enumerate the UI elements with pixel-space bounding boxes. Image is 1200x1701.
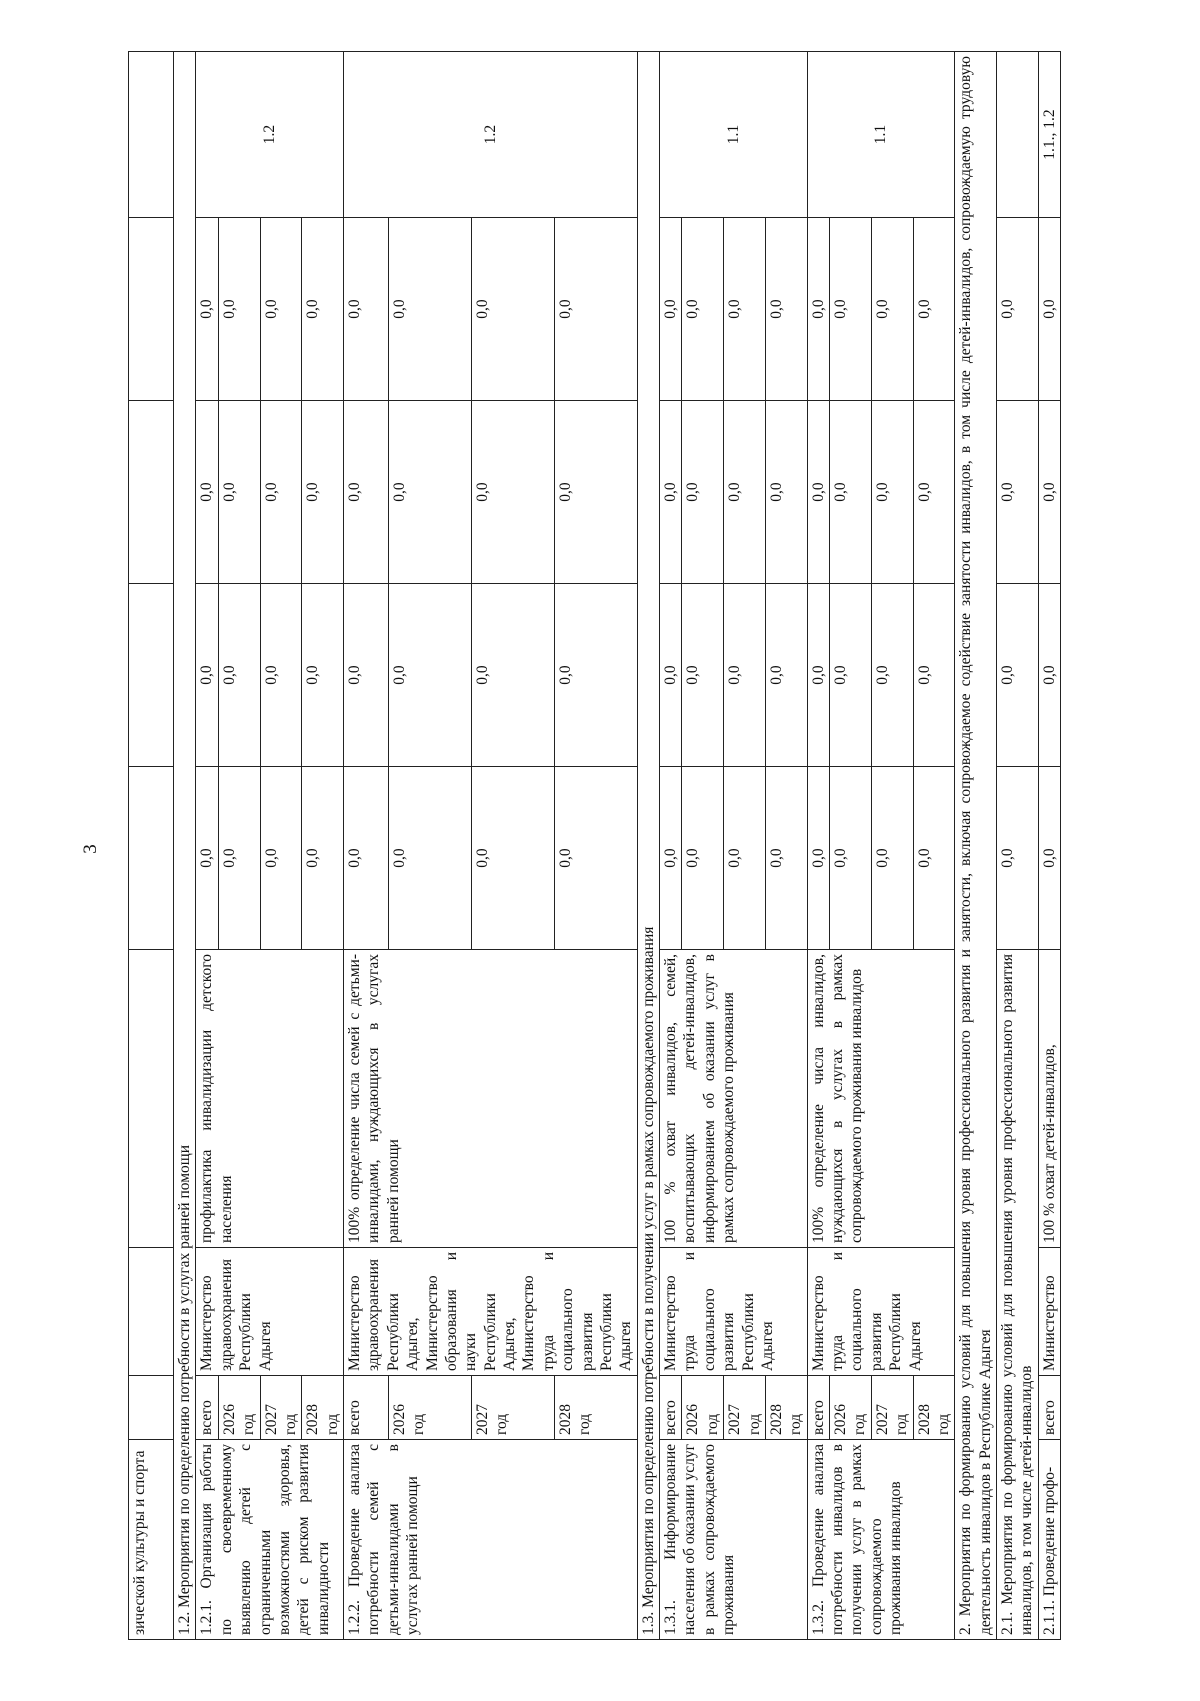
result-cell: 100 % охват инвалидов, семей, воспитывающих детей-инвалидов, информированием об оказании услуг в рамках сопровождаемого проживания	[660, 950, 808, 1248]
value-cell: 0,0	[196, 218, 218, 401]
value-cell: 0,0	[388, 218, 471, 401]
value-cell: 0,0	[660, 584, 682, 767]
value-cell: 0,0	[554, 401, 637, 584]
table-row	[724, 52, 766, 1640]
value-cell: 0,0	[660, 767, 682, 950]
table-row	[554, 52, 637, 1640]
value-cell: 0,0	[1038, 218, 1060, 401]
period-cell: всего	[660, 1376, 682, 1440]
value-cell: 0,0	[302, 767, 344, 950]
table-row	[871, 52, 913, 1640]
subsection-title: 2.1. Мероприятия по формированию условий для повышения уровня профессионального развития инвалидов, в том числе детей-инвалидов	[997, 950, 1039, 1640]
executor-cell: Министерство здравоохранения Республики Адыгея, Министерство образования и науки Республики Адыгея, Министерство труда и социального развития Республики Адыгея	[344, 1248, 638, 1376]
result-cell: 100 % охват детей-инвалидов,	[1038, 950, 1060, 1248]
table-row	[302, 52, 344, 1640]
value-cell: 0,0	[997, 767, 1039, 950]
value-cell: 0,0	[471, 767, 554, 950]
value-cell: 0,0	[913, 401, 955, 584]
period-cell: 2027 год	[724, 1376, 766, 1440]
table-row	[344, 52, 389, 1640]
value-cell: 0,0	[871, 401, 913, 584]
period-cell: 2026 год	[388, 1376, 471, 1440]
value-cell: 0,0	[471, 401, 554, 584]
value-cell: 0,0	[997, 401, 1039, 584]
table-row	[830, 52, 872, 1640]
value-cell: 0,0	[871, 767, 913, 950]
value-cell: 0,0	[724, 767, 766, 950]
value-cell: 0,0	[807, 767, 829, 950]
value-cell: 0,0	[997, 584, 1039, 767]
section-title: 1.2. Мероприятия по определению потребности в услугах ранней помощи	[174, 52, 196, 1640]
value-cell: 0,0	[302, 401, 344, 584]
value-cell: 0,0	[554, 767, 637, 950]
value-cell: 0,0	[260, 767, 302, 950]
value-cell: 0,0	[807, 401, 829, 584]
activities-table	[128, 51, 1061, 1640]
value-cell: 0,0	[196, 584, 218, 767]
value-cell: 0,0	[196, 767, 218, 950]
value-cell: 0,0	[682, 218, 724, 401]
table-row	[1038, 52, 1060, 1640]
result-cell: 100% определение числа семей с детьми-инвалидами, нуждающихся в услугах ранней помощи	[344, 950, 638, 1248]
value-cell: 0,0	[302, 584, 344, 767]
value-cell: 0,0	[218, 218, 260, 401]
period-cell: всего	[1038, 1376, 1060, 1440]
result-cell: 100% определение числа инвалидов, нуждающихся в услугах в рамках сопровождаемого проживания инвалидов	[807, 950, 955, 1248]
value-cell: 0,0	[871, 584, 913, 767]
value-cell: 0,0	[344, 584, 389, 767]
period-cell: 2026 год	[218, 1376, 260, 1440]
indicator-cell: 1.1	[807, 52, 955, 218]
period-cell: 2028 год	[913, 1376, 955, 1440]
activity-name: 2.1.1. Проведение профо-	[1038, 1440, 1060, 1640]
subsection-row	[997, 52, 1039, 1640]
value-cell: 0,0	[913, 767, 955, 950]
executor-cell: Министерство труда и социального развития Республики Адыгея	[660, 1248, 808, 1376]
section-header-row	[174, 52, 196, 1640]
period-cell: 2028 год	[554, 1376, 637, 1440]
executor-cell: Министерство	[1038, 1248, 1060, 1376]
period-cell: 2027 год	[260, 1376, 302, 1440]
table-row	[471, 52, 554, 1640]
value-cell: 0,0	[913, 584, 955, 767]
section-header-row	[955, 52, 997, 1640]
value-cell: 0,0	[765, 218, 807, 401]
value-cell: 0,0	[724, 218, 766, 401]
value-cell: 0,0	[1038, 401, 1060, 584]
executor-cell: Министерство труда и социального развития Республики Адыгея	[807, 1248, 955, 1376]
rotated-table-container	[128, 52, 1188, 1640]
value-cell: 0,0	[830, 584, 872, 767]
value-cell: 0,0	[765, 767, 807, 950]
activity-name: 1.2.2. Проведение анализа потребности семей с детьми-инвалидами в услугах ранней помощи	[344, 1440, 638, 1640]
indicator-cell: 1.1., 1.2	[1038, 52, 1060, 218]
table-row	[388, 52, 471, 1640]
page-number: 3	[79, 844, 101, 854]
value-cell: 0,0	[1038, 584, 1060, 767]
value-cell: 0,0	[682, 584, 724, 767]
value-cell: 0,0	[218, 401, 260, 584]
section-header-row	[637, 52, 659, 1640]
value-cell: 0,0	[830, 218, 872, 401]
value-cell: 0,0	[260, 584, 302, 767]
value-cell: 0,0	[388, 401, 471, 584]
value-cell: 0,0	[660, 218, 682, 401]
table-row	[196, 52, 218, 1640]
value-cell: 0,0	[471, 218, 554, 401]
value-cell: 0,0	[807, 218, 829, 401]
activity-name: 1.3.1. Информирование населения об оказании услуг в рамках сопровождаемого проживания	[660, 1440, 808, 1640]
value-cell: 0,0	[260, 401, 302, 584]
period-cell: всего	[344, 1376, 389, 1440]
period-cell: 2027 год	[471, 1376, 554, 1440]
section-title: 2. Мероприятия по формированию условий для повышения уровня профессионального развития и занятости, включая сопровождаемое содействие занятости инвалидов, в том числе детей-инвалидов, сопровождаемую трудовую деятельность инвалидов в Республике Адыгея	[955, 52, 997, 1640]
section-title: 1.3. Мероприятия по определению потребности в получении услуг в рамках сопровождаемого проживания	[637, 52, 659, 1640]
table-row	[682, 52, 724, 1640]
indicator-cell	[997, 52, 1039, 218]
table-row	[218, 52, 260, 1640]
value-cell: 0,0	[344, 218, 389, 401]
value-cell: 0,0	[682, 401, 724, 584]
result-cell: профилактика инвалидизации детского населения	[196, 950, 344, 1248]
table-row	[765, 52, 807, 1640]
value-cell: 0,0	[471, 584, 554, 767]
value-cell: 0,0	[302, 218, 344, 401]
table-row-top-fragment	[129, 52, 174, 1640]
value-cell: 0,0	[1038, 767, 1060, 950]
value-cell: 0,0	[997, 218, 1039, 401]
table-row	[807, 52, 829, 1640]
indicator-cell: 1.2	[344, 52, 638, 218]
value-cell: 0,0	[344, 767, 389, 950]
activity-name: 1.2.1. Организация работы по своевременному выявлению детей с ограниченными возможностями здоровья, детей с риском развития инвалидности	[196, 1440, 344, 1640]
value-cell: 0,0	[724, 401, 766, 584]
value-cell: 0,0	[724, 584, 766, 767]
table-row	[260, 52, 302, 1640]
value-cell: 0,0	[218, 767, 260, 950]
value-cell: 0,0	[218, 584, 260, 767]
value-cell: 0,0	[913, 218, 955, 401]
value-cell: 0,0	[682, 767, 724, 950]
value-cell: 0,0	[388, 584, 471, 767]
value-cell: 0,0	[388, 767, 471, 950]
value-cell: 0,0	[807, 584, 829, 767]
value-cell: 0,0	[765, 584, 807, 767]
period-cell: 2026 год	[830, 1376, 872, 1440]
top-fragment-cell: зической культуры и спорта	[129, 1440, 174, 1640]
value-cell: 0,0	[196, 401, 218, 584]
value-cell: 0,0	[830, 401, 872, 584]
indicator-cell: 1.2	[196, 52, 344, 218]
value-cell: 0,0	[344, 401, 389, 584]
executor-cell: Министерство здравоохранения Республики Адыгея	[196, 1248, 344, 1376]
indicator-cell: 1.1	[660, 52, 808, 218]
period-cell: 2027 год	[871, 1376, 913, 1440]
value-cell: 0,0	[554, 584, 637, 767]
period-cell: 2028 год	[302, 1376, 344, 1440]
table-row	[913, 52, 955, 1640]
period-cell: 2026 год	[682, 1376, 724, 1440]
value-cell: 0,0	[260, 218, 302, 401]
value-cell: 0,0	[871, 218, 913, 401]
value-cell: 0,0	[765, 401, 807, 584]
period-cell: 2028 год	[765, 1376, 807, 1440]
value-cell: 0,0	[660, 401, 682, 584]
value-cell: 0,0	[830, 767, 872, 950]
table-row	[660, 52, 682, 1640]
period-cell: всего	[196, 1376, 218, 1440]
period-cell: всего	[807, 1376, 829, 1440]
activity-name: 1.3.2. Проведение анализа потребности инвалидов в получении услуг в рамках сопровождаемого проживания инвалидов	[807, 1440, 955, 1640]
value-cell: 0,0	[554, 218, 637, 401]
